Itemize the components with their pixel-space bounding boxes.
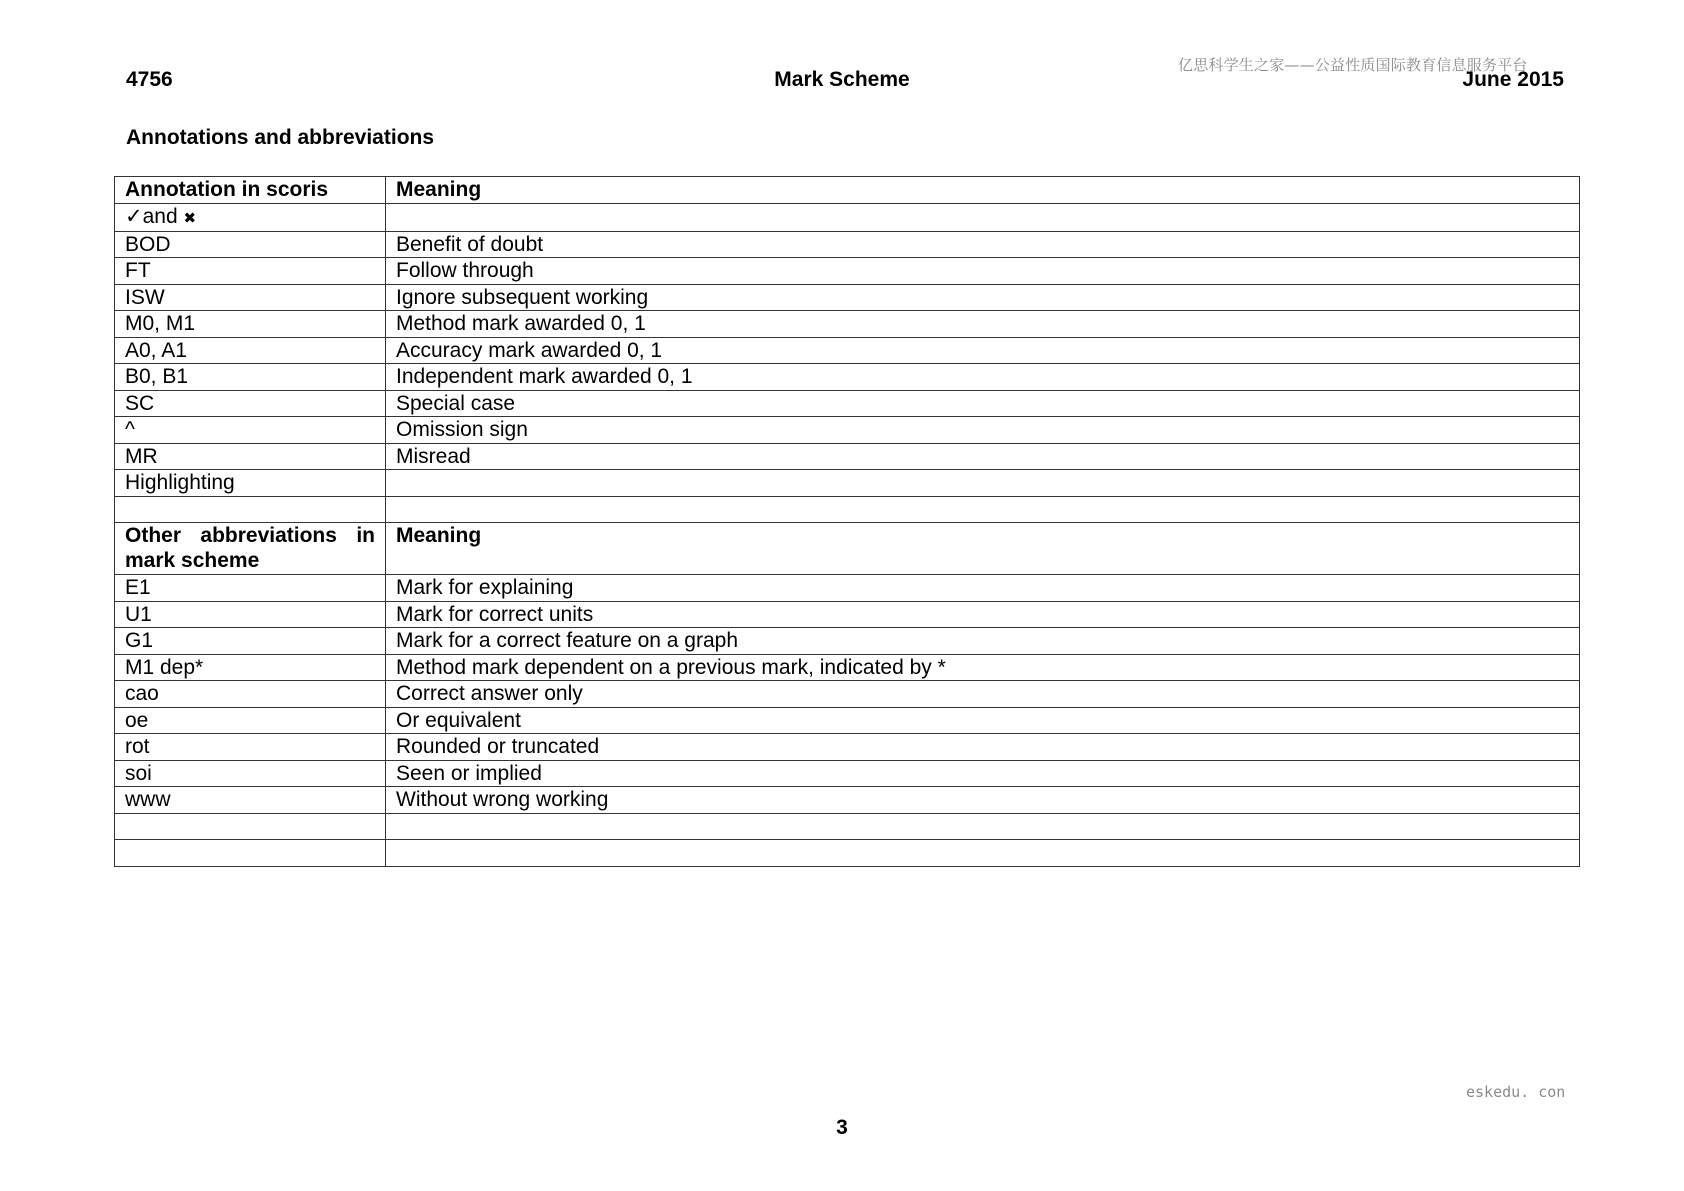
code-cell: U1 (115, 601, 386, 628)
code-cell: oe (115, 707, 386, 734)
meaning-cell: Mark for a correct feature on a graph (386, 628, 1580, 655)
meaning-cell: Seen or implied (386, 760, 1580, 787)
section-title: Annotations and abbreviations (126, 126, 435, 149)
code-cell: cao (115, 681, 386, 708)
meaning-cell: Mark for explaining (386, 575, 1580, 602)
meaning-cell: Method mark awarded 0, 1 (386, 311, 1580, 338)
meaning-cell: Benefit of doubt (386, 231, 1580, 258)
table-header-row (115, 177, 1580, 204)
meaning-cell (386, 813, 1580, 840)
cross-mark-icon: ✖ (183, 209, 197, 227)
code-cell: ^ (115, 417, 386, 444)
table-row (115, 654, 1580, 681)
check-mark-icon: ✓ (125, 204, 143, 228)
code-cell: M1 dep* (115, 654, 386, 681)
exam-date: June 2015 (1462, 68, 1564, 91)
meaning-cell: Omission sign (386, 417, 1580, 444)
code-cell: SC (115, 390, 386, 417)
meaning-cell (386, 496, 1580, 523)
header-line-1: Other abbreviations in (125, 524, 375, 547)
table-row (115, 681, 1580, 708)
page-number: 3 (836, 1116, 848, 1139)
table-row (115, 443, 1580, 470)
tick-and-cross-cell (115, 203, 386, 231)
meaning-cell: Ignore subsequent working (386, 284, 1580, 311)
table-row-tick-cross (115, 203, 1580, 231)
document-title: Mark Scheme (774, 68, 910, 91)
table-row (115, 417, 1580, 444)
meaning-cell: Method mark dependent on a previous mark, indicated by * (386, 654, 1580, 681)
code-cell: soi (115, 760, 386, 787)
table-row (115, 760, 1580, 787)
table-header-row-other (115, 523, 1580, 575)
code-cell: G1 (115, 628, 386, 655)
table-row (115, 364, 1580, 391)
table-row (115, 470, 1580, 497)
table-row (115, 284, 1580, 311)
table-row (115, 258, 1580, 285)
table-row (115, 734, 1580, 761)
watermark-bottom: eskedu. con (1466, 1083, 1566, 1101)
code-cell: Highlighting (115, 470, 386, 497)
code-cell: B0, B1 (115, 364, 386, 391)
table-row (115, 707, 1580, 734)
table-row (115, 628, 1580, 655)
table-row (115, 813, 1580, 840)
code-cell (115, 813, 386, 840)
meaning-cell: Rounded or truncated (386, 734, 1580, 761)
code-cell: www (115, 787, 386, 814)
meaning-cell: Or equivalent (386, 707, 1580, 734)
meaning-cell: Accuracy mark awarded 0, 1 (386, 337, 1580, 364)
code-cell: MR (115, 443, 386, 470)
table-row (115, 787, 1580, 814)
meaning-cell: Mark for correct units (386, 601, 1580, 628)
table-row (115, 575, 1580, 602)
code-cell: rot (115, 734, 386, 761)
table-row (115, 337, 1580, 364)
meaning-cell (386, 840, 1580, 867)
column-header-annotation: Annotation in scoris (115, 177, 386, 204)
meaning-cell (386, 470, 1580, 497)
meaning-cell: Misread (386, 443, 1580, 470)
column-header-meaning-2: Meaning (386, 523, 1580, 575)
meaning-cell: Correct answer only (386, 681, 1580, 708)
code-cell: A0, A1 (115, 337, 386, 364)
code-cell (115, 496, 386, 523)
code-cell: M0, M1 (115, 311, 386, 338)
table-row (115, 496, 1580, 523)
table-row (115, 231, 1580, 258)
meaning-cell: Independent mark awarded 0, 1 (386, 364, 1580, 391)
table-row (115, 840, 1580, 867)
table-row (115, 311, 1580, 338)
table-row (115, 601, 1580, 628)
code-cell: FT (115, 258, 386, 285)
and-text: and (142, 204, 178, 228)
column-header-meaning: Meaning (386, 177, 1580, 204)
paper-code: 4756 (126, 68, 173, 91)
meaning-cell (386, 203, 1580, 231)
annotations-table (114, 176, 1580, 867)
code-cell: BOD (115, 231, 386, 258)
meaning-cell: Without wrong working (386, 787, 1580, 814)
code-cell: E1 (115, 575, 386, 602)
meaning-cell: Special case (386, 390, 1580, 417)
table-row (115, 390, 1580, 417)
code-cell: ISW (115, 284, 386, 311)
header-line-2: mark scheme (125, 549, 260, 572)
code-cell (115, 840, 386, 867)
watermark-top: 亿思科学生之家——公益性质国际教育信息服务平台 (1178, 56, 1528, 74)
meaning-cell: Follow through (386, 258, 1580, 285)
column-header-other-abbreviations (115, 523, 386, 575)
